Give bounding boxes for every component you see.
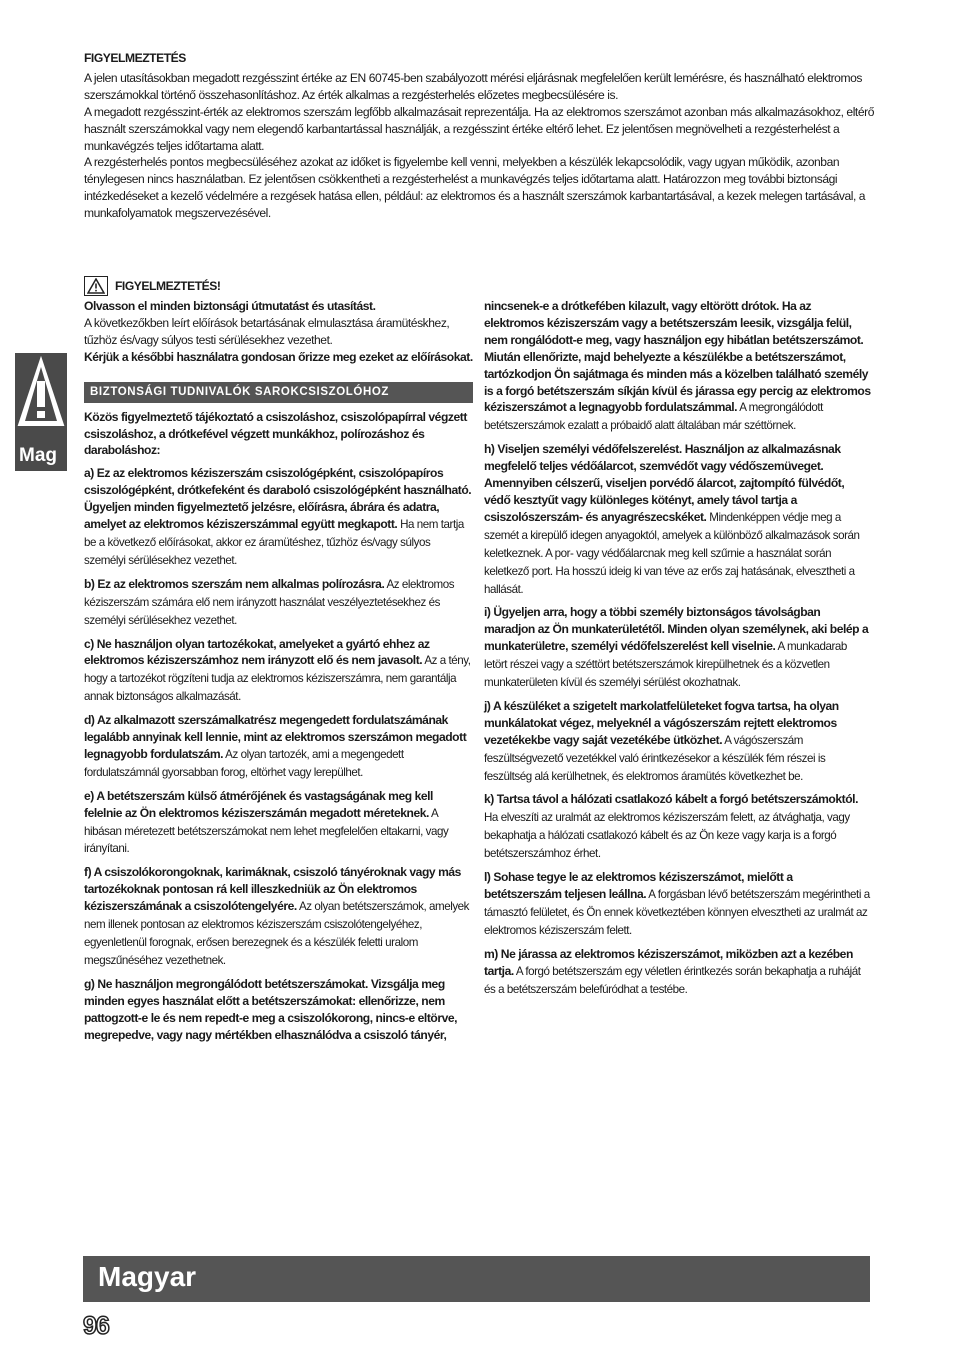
vibration-warning-p2: A megadott rezgésszint-érték az elektromos szerszám legfőbb alkalmazásait reprezentálja. Ha az elektromos szerszámot azonban más alkalmazásokhoz, eltérő használt szerszámokkal vagy nem elegendő karbantartással használják, a rezgésszint értéke eltérő lehet. Ez jelentősen megnövelheti a rezgésterhelést a munkavégzés teljes időtartama alatt. — [84, 104, 874, 153]
item-bold-text: c) Ne használjon olyan tartozékokat, amelyeket a gyártó ehhez az elektromos kéziszerszámhoz nem irányzott elő és nem javasolt. — [84, 636, 430, 668]
right-column — [484, 298, 872, 1004]
item-text: Az elektromos kéziszerszám számára elő nem irányzott használat veszélyeztetésekhez és személyi sérülésekhez vezethet. — [84, 577, 455, 627]
item-text: Mindenképpen védje meg a szemét a kirepülő idegen anyagoktól, amelyek a különböző alkalmazások során keletkeznek. A por- vagy védőálarcnak meg kell szűrnie a használat során keletkező port. Ha hosszú ideig ki van téve az erős zaj hatásának, elvesztheti a hallását. — [484, 510, 860, 596]
safety-item-b — [84, 576, 473, 630]
safety-item-d — [84, 712, 473, 782]
footer-language-bar — [83, 1256, 870, 1302]
page-number: 96 — [83, 1312, 109, 1340]
general-warning-line3: Kérjük a későbbi használatra gondosan őrizze meg ezeket az előírásokat. — [84, 349, 473, 364]
vibration-warning — [84, 50, 874, 222]
safety-item-f — [84, 864, 473, 969]
safety-item-i — [484, 604, 872, 692]
item-text: Az a tény, hogy a tartozékot rögzíteni tudja az elektromos kéziszerszámra, nem garantálja annak biztonságos alkalmazását. — [84, 654, 471, 704]
item-bold-text: g) Ne használjon megrongálódott betétszerszámokat. Vizsgálja meg minden egyes használat előtt a betétszerszámokat: ellenőrizze, nem pattogzott-e le és nem repedt-e meg a csiszolókorong, nincs-e eltörve, megrepedve, vagy nagy mértékben elhasználódva a csiszoló tányér, — [84, 976, 458, 1042]
safety-item-l — [484, 869, 872, 940]
item-bold-text: k) Tartsa távol a hálózati csatlakozó kábelt a forgó betétszerszámoktól. — [484, 792, 858, 807]
item-bold-text: h) Viseljen személyi védőfelszerelést. Használjon az alkalmazásnak megfelelő teljes védőálarcot, szemvédőt vagy védőszemüveget. Amennyiben célszerű, viseljen porvédő álarcot, zajtompító fülvédőt, védő kesztyűt vagy különleges kötényt, amely távol tartja a csiszolószerszám- és anyagrészecskéket. — [484, 442, 845, 524]
safety-item-g — [84, 976, 473, 1045]
item-bold-text: b) Ez az elektromos szerszám nem alkalmas polírozásra. — [84, 576, 385, 591]
safety-item-g-continued — [484, 298, 872, 435]
item-bold-text: d) Az alkalmazott szerszámalkatrész megengedett fordulatszámának legalább annyinak kell lennie, mint az elektromos szerszámon megadott legnagyobb fordulatszám. — [84, 713, 467, 761]
item-bold-text: a) Ez az elektromos kéziszerszám csiszológépként, csiszolópapíros csiszológépként, drótkefeként és daraboló csiszológépként használható. Ügyeljen minden figyelmeztető jelzésre, előírásra, ábrára és adatra, amelyet az elektromos kéziszerszámmal együtt megkapott. — [84, 466, 472, 532]
safety-item-e — [84, 788, 473, 859]
item-text: Az olyan tartozék, ami a megengedett fordulatszámnál gyorsabban forog, eltörhet vagy lerepülhet. — [84, 747, 404, 779]
vibration-warning-p3: A rezgésterhelés pontos megbecsüléséhez azokat az időket is figyelembe kell venni, melyekben a készülék lekapcsolódik, vagy ugyan működik, azonban ténylegesen nincs használatban. Ez jelentősen csökkentheti a rezgésterhelést a munkavégzés teljes időtartama alatt. Határozzon meg további biztonsági intézkedéseket a kezelő védelmére a rezgések hatása ellen, például: az elektromos és a használt szerszámok karbantartásával, a kezek melegen tartásával, a munkafolyamatok megszervezésével. — [84, 155, 866, 221]
language-tab — [15, 353, 67, 471]
item-bold-text: j) A készüléket a szigetelt markolatfelületeket fogva tartsa, ha olyan munkálatokat végez, melyeknél a vágószerszám rejtett elektromos vezetékekbe vagy saját vezetékébe ütközhet. — [484, 698, 839, 747]
general-warning-title: FIGYELMEZTETÉS! — [115, 278, 221, 293]
item-text: Az olyan betétszerszámok, amelyek nem illenek pontosan az elektromos kéziszerszám csiszolótengelyéhez, egyenletlenül forognak, erősen berezegnek és a készülék feletti uralom megszűnéséhez vezethetnek. — [84, 900, 470, 967]
item-text: A forgásban lévő betétszerszám megérintheti a támasztó felületet, és Ön ennek következtében könnyen elvesztheti az uralmát az elektromos kéziszerszám felett. — [484, 888, 870, 937]
safety-item-c — [84, 636, 473, 707]
section-intro: Közös figyelmeztető tájékoztató a csiszoláshoz, csiszolópapírral végzett csiszoláshoz, a drótkefével végzett munkákhoz, polírozáshoz és daraboláshoz: — [84, 409, 467, 458]
safety-item-a — [84, 465, 473, 569]
general-warning-heading — [84, 276, 473, 296]
left-column — [84, 276, 473, 1050]
safety-item-m — [484, 946, 872, 999]
safety-item-k — [484, 791, 872, 863]
warning-triangle-icon — [17, 355, 65, 435]
item-text: A megrongálódott betétszerszámok ezalatt a próbaidő alatt általában már széttörnek. — [484, 401, 823, 433]
safety-item-j — [484, 698, 872, 786]
vibration-warning-p1: A jelen utasításokban megadott rezgésszint értéke az EN 60745-ben szabályozott mérési eljárásnak megfelelően került lemérésre, és használható elektromos szerszámokkal történő összehasonlításhoz. Az érték alkalmas a rezgésterhelés előzetes megbecsülésére is. — [84, 70, 862, 102]
general-warning-line2: A következőkben leírt előírások betartásának elmulasztása áramütéskhez, tűzhöz és/vagy súlyos testi sérülésekhez vezethet. — [84, 315, 450, 347]
item-bold-text: nincsenek-e a drótkefében kilazult, vagy eltörött drótok. Ha az elektromos kéziszerszám vagy a betétszerszám leesik, vizsgálja felül, nem rongálódott-e meg, vagy használjon egy hibátlan betétszerszámot. Miután ellenőrizte, majd behelyezte a készülékbe a betétszerszámot, tartózkodjon Ön sajátmaga és minden más a közelben található személy is a forgó betétszerszám síkján kívül és járassa egy percig az elektromos kéziszerszámot a legnagyobb fordulatszámmal. — [484, 299, 871, 415]
item-text: A vágószerszám feszültségvezető vezetékkel való érintkezésekor a készülék fém részei is feszültség alá kerülhetnek, és elektromos áramütés következhet be. — [484, 733, 826, 783]
item-text: Ha nem tartja be a következő előírásokat, akkor ez áramütéshez, tűzhöz és/vagy súlyos személyi sérülésekhez vezethet. — [84, 518, 464, 567]
item-bold-text: e) A betétszerszám külső átmérőjének és vastagságának meg kell felelnie az Ön elektromos kéziszerszámán megadott méreteknek. — [84, 788, 433, 820]
footer-language-label: Magyar — [98, 1261, 197, 1292]
item-bold-text: l) Sohase tegye le az elektromos kéziszerszámot, mielőtt a betétszerszám teljesen leállna. — [484, 870, 793, 901]
safety-item-h — [484, 441, 872, 598]
section-header: BIZTONSÁGI TUDNIVALÓK SAROKCSISZOLÓHOZ — [84, 382, 473, 403]
item-text: A hibásan méretezett betétszerszámokat nem lehet megfelelően eltakarni, vagy irányítani. — [84, 806, 449, 856]
item-text: A munkadarab letört részei vagy a széttört betétszerszámok kirepülhetnek és a közvetlen munkaterületen kívül és személyi sérülést okozhatnak. — [484, 640, 847, 690]
item-bold-text: m) Ne járassa az elektromos kéziszerszámot, miközben azt a kezében tartja. — [484, 946, 853, 978]
general-warning-line1: Olvasson el minden biztonsági útmutatást és utasítást. — [84, 299, 376, 313]
vibration-warning-title: FIGYELMEZTETÉS — [84, 51, 186, 65]
language-tab-label: Mag — [19, 445, 57, 466]
warning-icon — [84, 276, 108, 296]
item-text: Ha elveszíti az uralmát az elektromos kéziszerszám felett, az átvághatja, vagy bekaphatja a hálózati csatlakozó kábelt és az Ön keze vagy karja is a forgó betétszerszámhoz érhet. — [484, 811, 850, 861]
item-text: A forgó betétszerszám egy véletlen érintkezés során bekaphatja a ruháját és a betétszerszám belefúródhat a testébe. — [484, 964, 861, 996]
item-bold-text: i) Ügyeljen arra, hogy a többi személy biztonságos távolságban maradjon az Ön munkaterületétől. Minden olyan személynek, aki belép a munkaterületre, személyi védőfelszerelést kell viselnie. — [484, 605, 869, 654]
item-bold-text: f) A csiszolókorongoknak, karimáknak, csiszoló tányéroknak vagy más tartozékoknak pontosan rá kell illeszkedniük az Ön elektromos kéziszerszámának a csiszolótengelyére. — [84, 865, 461, 914]
